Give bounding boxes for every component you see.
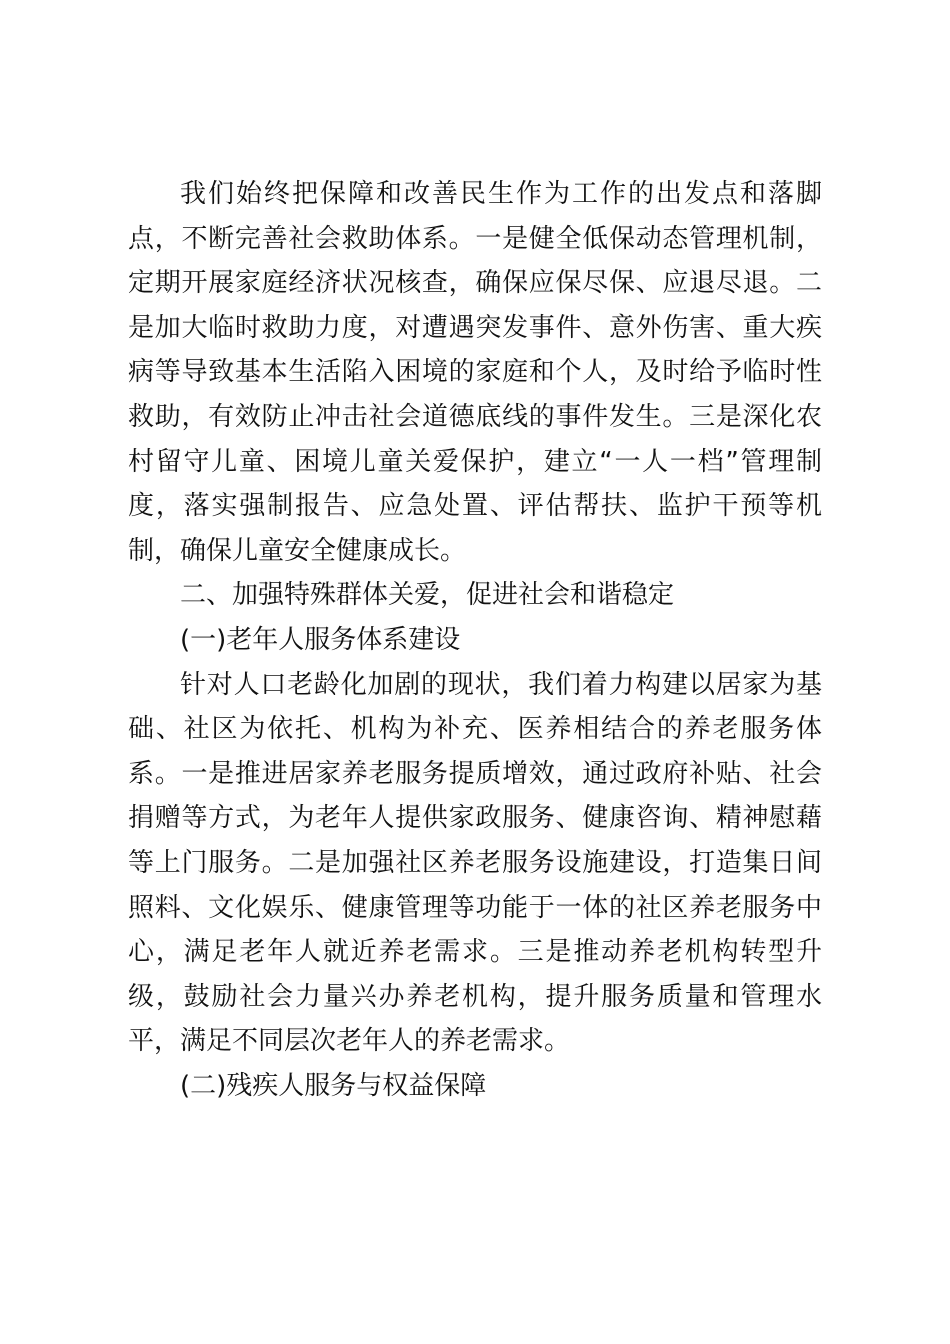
body-paragraph-social-assistance: 我们始终把保障和改善民生作为工作的出发点和落脚点，不断完善社会救助体系。一是健全低保动态管理机制，定期开展家庭经济状况核查，确保应保尽保、应退尽退。二是加大临时救助力度，对遭遇突发事件、意外伤害、重大疾病等导致基本生活陷入困境的家庭和个人，及时给予临时性救助，有效防止冲击社会道德底线的事件发生。三是深化农村留守儿童、困境儿童关爱保护，建立“一人一档”管理制度，落实强制报告、应急处置、评估帮扶、监护干预等机制，确保儿童安全健康成长。	[128, 179, 822, 566]
subheading-disability-services: (二)残疾人服务与权益保障	[180, 1070, 487, 1101]
body-paragraph-elderly-care: 针对人口老龄化加剧的现状，我们着力构建以居家为基础、社区为依托、机构为补充、医养相结合的养老服务体系。一是推进居家养老服务提质增效，通过政府补贴、社会捐赠等方式，为老年人提供家政服务、健康咨询、精神慰藉等上门服务。二是加强社区养老服务设施建设，打造集日间照料、文化娱乐、健康管理等功能于一体的社区养老服务中心，满足老年人就近养老需求。三是推动养老机构转型升级，鼓励社会力量兴办养老机构，提升服务质量和管理水平，满足不同层次老年人的养老需求。	[128, 669, 822, 1057]
subheading-elderly-services: (一)老年人服务体系建设	[180, 624, 461, 655]
document-body	[128, 172, 822, 1108]
section-heading: 二、加强特殊群体关爱，促进社会和谐稳定	[180, 580, 675, 611]
